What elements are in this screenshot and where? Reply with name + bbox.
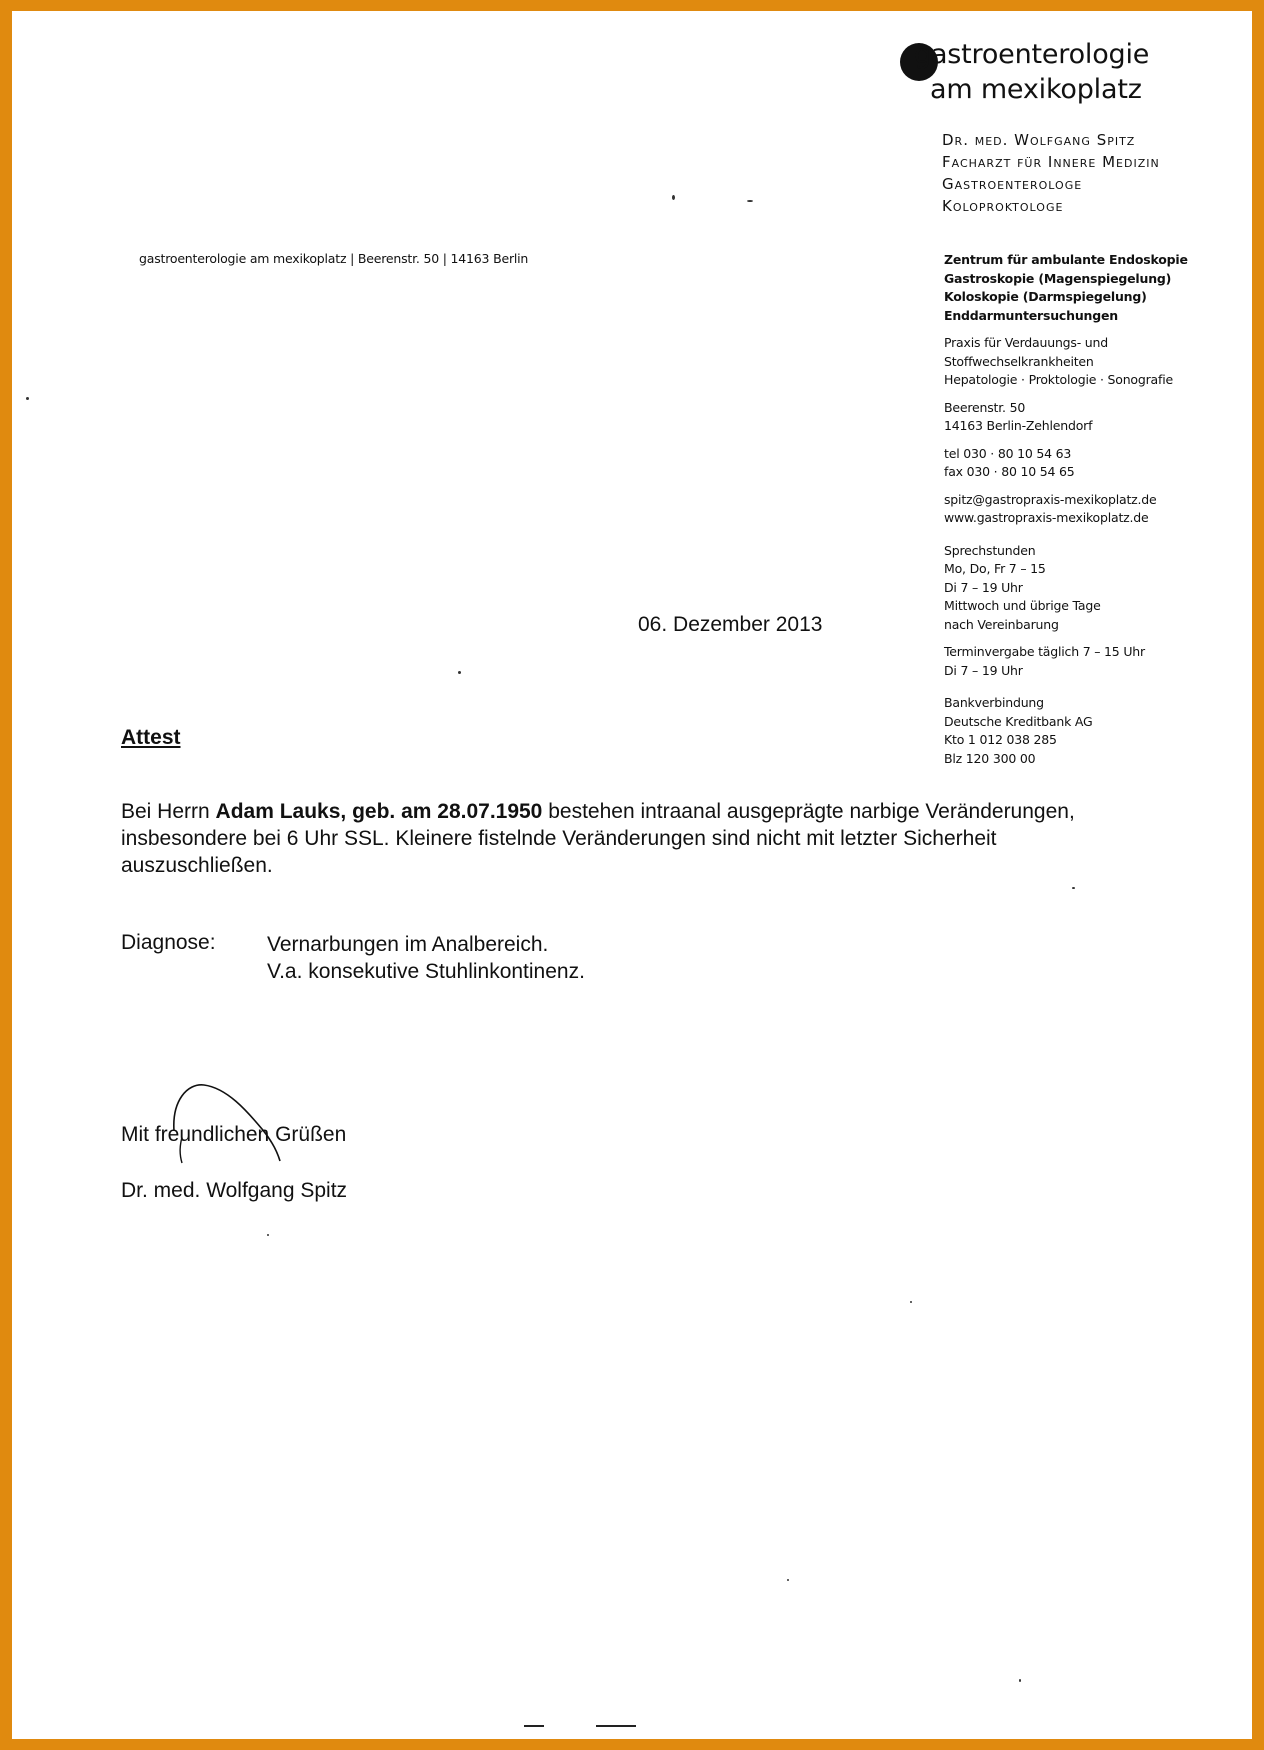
- services-block: [944, 251, 1244, 325]
- phone-block: [944, 445, 1244, 482]
- bank-line: Blz 120 300 00: [944, 750, 1036, 766]
- scan-speck: [1019, 1679, 1021, 1682]
- practice-line: Hepatologie · Proktologie · Sonografie: [944, 372, 1173, 387]
- scan-mark: [524, 1725, 544, 1727]
- diagnosis-label: Diagnose:: [121, 931, 216, 954]
- scan-speck: [787, 1579, 789, 1581]
- doctor-line: Koloproktologe: [942, 197, 1064, 215]
- practice-sidebar: [944, 251, 1244, 777]
- hours-line: Sprechstunden: [944, 542, 1036, 558]
- bank-line: Deutsche Kreditbank AG: [944, 713, 1093, 729]
- bank-block: [944, 694, 1244, 768]
- diagnosis-list: [267, 931, 585, 985]
- scan-speck: [672, 195, 675, 200]
- website-link[interactable]: www.gastropraxis-mexikoplatz.de: [944, 510, 1149, 525]
- fax-line: fax 030 · 80 10 54 65: [944, 464, 1075, 479]
- bank-line: Bankverbindung: [944, 695, 1044, 710]
- email-link[interactable]: spitz@gastropraxis-mexikoplatz.de: [944, 491, 1157, 507]
- web-block: [944, 491, 1244, 528]
- sender-address-line: gastroenterologie am mexikoplatz | Beerenstr. 50 | 14163 Berlin: [139, 251, 529, 266]
- scan-speck: [267, 1234, 269, 1236]
- logo-line-2: am mexikoplatz: [930, 74, 1142, 105]
- scan-mark: [596, 1725, 636, 1727]
- diagnosis-item: Vernarbungen im Analbereich.: [267, 933, 549, 956]
- address-line: 14163 Berlin-Zehlendorf: [944, 418, 1093, 433]
- body-intro: Bei Herrn: [121, 800, 216, 823]
- appointments-block: [944, 643, 1244, 680]
- practice-line: Stoffwechselkrankheiten: [944, 353, 1094, 369]
- address-line: Beerenstr. 50: [944, 399, 1026, 415]
- signer-name: Dr. med. Wolfgang Spitz: [121, 1179, 348, 1202]
- attest-body: [121, 798, 1081, 879]
- scan-speck: [747, 200, 753, 202]
- doctor-header: [942, 129, 1160, 217]
- doctor-line: Facharzt für Innere Medizin: [942, 153, 1160, 171]
- scan-speck: [910, 1301, 912, 1303]
- service-line: Koloskopie (Darmspiegelung): [944, 289, 1147, 304]
- logo-line-1: gastroenterologie: [914, 39, 1150, 70]
- bank-line: Kto 1 012 038 285: [944, 732, 1057, 747]
- phone-line: tel 030 · 80 10 54 63: [944, 445, 1072, 461]
- hours-line: Di 7 – 19 Uhr: [944, 579, 1023, 595]
- hours-line: Mo, Do, Fr 7 – 15: [944, 561, 1046, 576]
- hours-line: nach Vereinbarung: [944, 616, 1059, 632]
- closing-greeting: Mit freundlichen Grüßen: [121, 1123, 347, 1146]
- letter-title: Attest: [121, 726, 181, 749]
- appointment-line: Terminvergabe täglich 7 – 15 Uhr: [944, 644, 1145, 659]
- service-line: Gastroskopie (Magenspiegelung): [944, 270, 1172, 286]
- body-findings: bestehen intraanal ausgeprägte narbige Veränderungen, insbesondere bei 6 Uhr SSL. Kleinere fistelnde Veränderungen sind nicht mit letzter Sicherheit auszuschließen.: [121, 800, 1075, 877]
- hours-line: Mittwoch und übrige Tage: [944, 598, 1101, 613]
- diagnosis-item: V.a. konsekutive Stuhlinkontinenz.: [267, 960, 585, 983]
- handwritten-signature: [152, 1071, 312, 1191]
- letter-date: 06. Dezember 2013: [638, 613, 823, 636]
- appointment-line: Di 7 – 19 Uhr: [944, 662, 1023, 678]
- hours-block: [944, 542, 1244, 635]
- letter-page: [12, 11, 1252, 1739]
- doctor-line: Gastroenterologe: [942, 175, 1083, 193]
- practice-line: Praxis für Verdauungs- und: [944, 335, 1108, 350]
- practice-block: [944, 334, 1244, 390]
- service-line: Zentrum für ambulante Endoskopie: [944, 252, 1188, 267]
- service-line: Enddarmuntersuchungen: [944, 307, 1118, 323]
- scan-speck: [26, 397, 29, 400]
- address-block: [944, 399, 1244, 436]
- doctor-line: Dr. med. Wolfgang Spitz: [942, 131, 1136, 149]
- scan-speck: [458, 671, 461, 674]
- patient-name: Adam Lauks, geb. am 28.07.1950: [215, 800, 543, 823]
- scan-speck: [1072, 887, 1075, 889]
